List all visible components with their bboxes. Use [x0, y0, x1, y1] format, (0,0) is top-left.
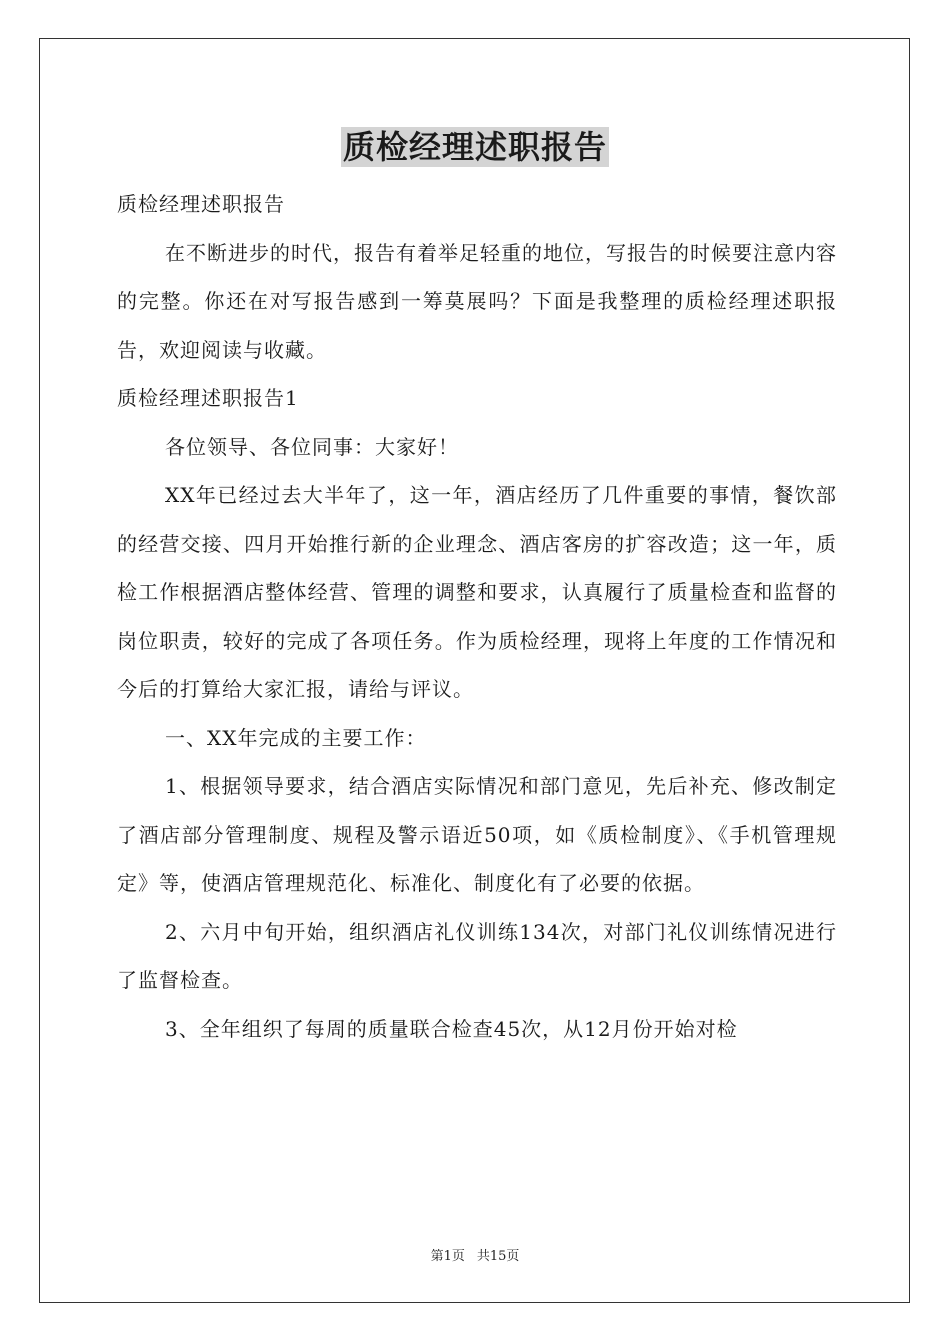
- page-total: 共15页: [476, 1249, 520, 1264]
- paragraph: 1、根据领导要求，结合酒店实际情况和部门意见，先后补充、修改制定了酒店部分管理制度、规程及警示语近50项，如《质检制度》、《手机管理规定》等，使酒店管理规范化、标准化、制度化有了必要的依据。: [117, 774, 837, 895]
- page-number: 第1页: [430, 1249, 465, 1264]
- paragraph: 3、全年组织了每周的质量联合检查45次，从12月份开始对检: [165, 1016, 738, 1041]
- page-footer: [0, 1245, 950, 1264]
- paragraph: 质检经理述职报告: [117, 192, 285, 216]
- paragraph: 2、六月中旬开始，组织酒店礼仪训练134次，对部门礼仪训练情况进行了监督检查。: [117, 919, 837, 992]
- section-heading: 质检经理述职报告1: [117, 386, 299, 410]
- paragraph: 在不断进步的时代，报告有着举足轻重的地位，写报告的时候要注意内容的完整。你还在对写报告感到一筹莫展吗？下面是我整理的质检经理述职报告，欢迎阅读与收藏。: [117, 240, 837, 362]
- document-title: 质检经理述职报告: [342, 128, 607, 166]
- document-body: [117, 180, 837, 1053]
- title-wrap: [0, 127, 950, 167]
- paragraph: 一、XX年完成的主要工作：: [165, 725, 427, 750]
- paragraph: 各位领导、各位同事：大家好！: [165, 434, 459, 459]
- paragraph: XX年已经过去大半年了，这一年，酒店经历了几件重要的事情，餐饮部的经营交接、四月开始推行新的企业理念、酒店客房的扩容改造；这一年，质检工作根据酒店整体经营、管理的调整和要求，认真履行了质量检查和监督的岗位职责，较好的完成了各项任务。作为质检经理，现将上年度的工作情况和今后的打算给大家汇报，请给与评议。: [117, 483, 837, 701]
